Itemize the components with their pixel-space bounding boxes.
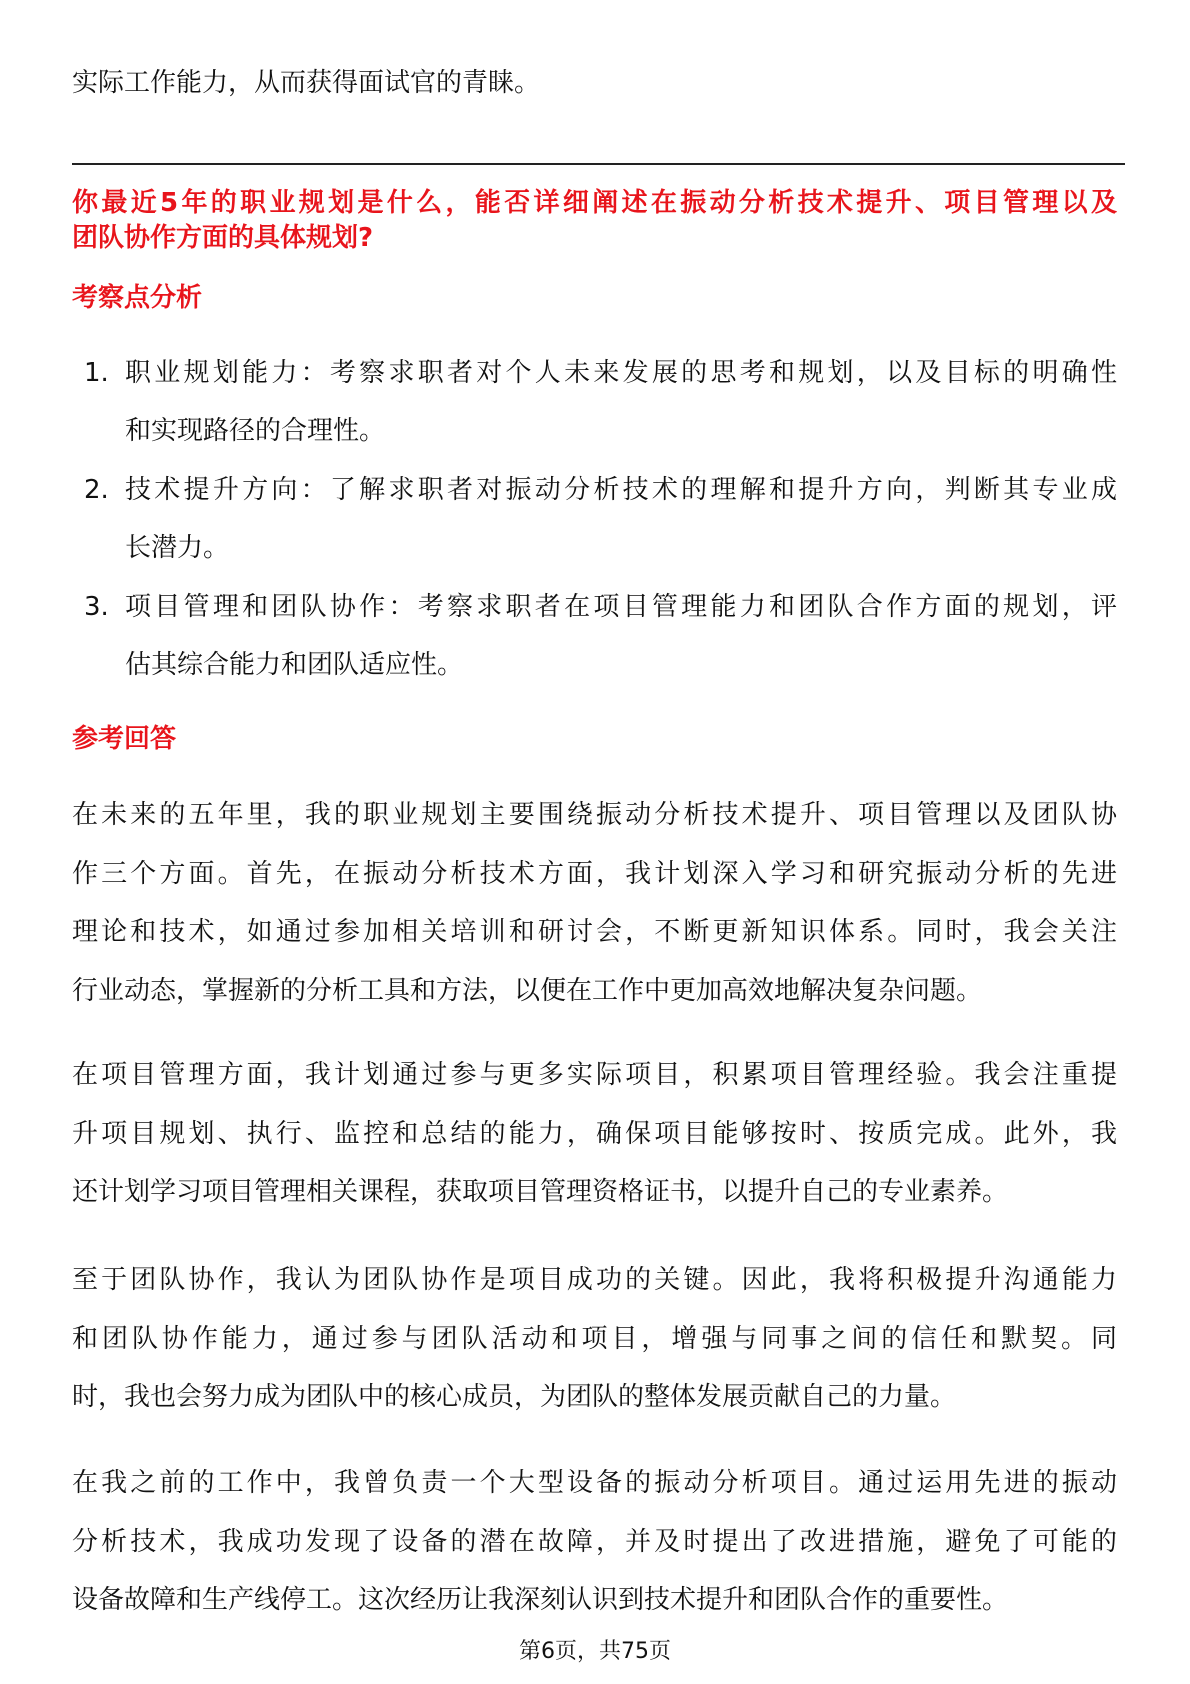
question-line-2: 团队协作方面的具体规划? [72,223,374,253]
intro-tail-text: 实际工作能力，从而获得面试官的青睐。 [72,68,541,98]
answer-paragraph-line: 设备故障和生产线停工。这次经历让我深刻认识到技术提升和团队合作的重要性。 [72,1585,1009,1615]
page-footer: 第6页，共75页 [519,1639,671,1664]
answer-paragraph-line: 和团队协作能力，通过参与团队活动和项目，增强与同事之间的信任和默契。同 [72,1323,1117,1354]
question-line-1: 你最近5年的职业规划是什么，能否详细阐述在振动分析技术提升、项目管理以及 [72,188,1117,218]
answer-paragraph-line: 在项目管理方面，我计划通过参与更多实际项目，积累项目管理经验。我会注重提 [72,1060,1117,1090]
list-number: 2. [84,475,109,505]
list-number: 1. [84,358,109,388]
answer-paragraph-line: 升项目规划、执行、监控和总结的能力，确保项目能够按时、按质完成。此外，我 [72,1118,1117,1149]
analysis-item-line: 和实现路径的合理性。 [125,416,386,446]
analysis-item-line: 技术提升方向：了解求职者对振动分析技术的理解和提升方向，判断其专业成 [125,475,1117,505]
answer-paragraph-line: 时，我也会努力成为团队中的核心成员，为团队的整体发展贡献自己的力量。 [72,1382,957,1412]
analysis-item-line: 长潜力。 [125,533,230,563]
analysis-item-line: 项目管理和团队协作：考察求职者在项目管理能力和团队合作方面的规划，评 [125,592,1117,622]
answer-paragraph-line: 在我之前的工作中，我曾负责一个大型设备的振动分析项目。通过运用先进的振动 [72,1468,1117,1498]
answer-paragraph-line: 至于团队协作，我认为团队协作是项目成功的关键。因此，我将积极提升沟通能力 [72,1265,1117,1295]
answer-paragraph-line: 理论和技术，如通过参加相关培训和研讨会，不断更新知识体系。同时，我会关注 [72,917,1117,947]
answer-paragraph-line: 行业动态，掌握新的分析工具和方法，以便在工作中更加高效地解决复杂问题。 [72,975,983,1006]
divider [72,163,1125,165]
list-number: 3. [84,592,109,622]
analysis-item-line: 职业规划能力：考察求职者对个人未来发展的思考和规划，以及目标的明确性 [125,358,1117,388]
answer-paragraph-line: 作三个方面。首先，在振动分析技术方面，我计划深入学习和研究振动分析的先进 [72,858,1117,889]
answer-heading: 参考回答 [72,724,177,754]
answer-paragraph-line: 还计划学习项目管理相关课程，获取项目管理资格证书，以提升自己的专业素养。 [72,1177,1009,1207]
analysis-item-line: 估其综合能力和团队适应性。 [125,650,464,680]
analysis-heading: 考察点分析 [72,283,203,313]
answer-paragraph-line: 分析技术，我成功发现了设备的潜在故障，并及时提出了改进措施，避免了可能的 [72,1526,1117,1557]
answer-paragraph-line: 在未来的五年里，我的职业规划主要围绕振动分析技术提升、项目管理以及团队协 [72,800,1117,830]
